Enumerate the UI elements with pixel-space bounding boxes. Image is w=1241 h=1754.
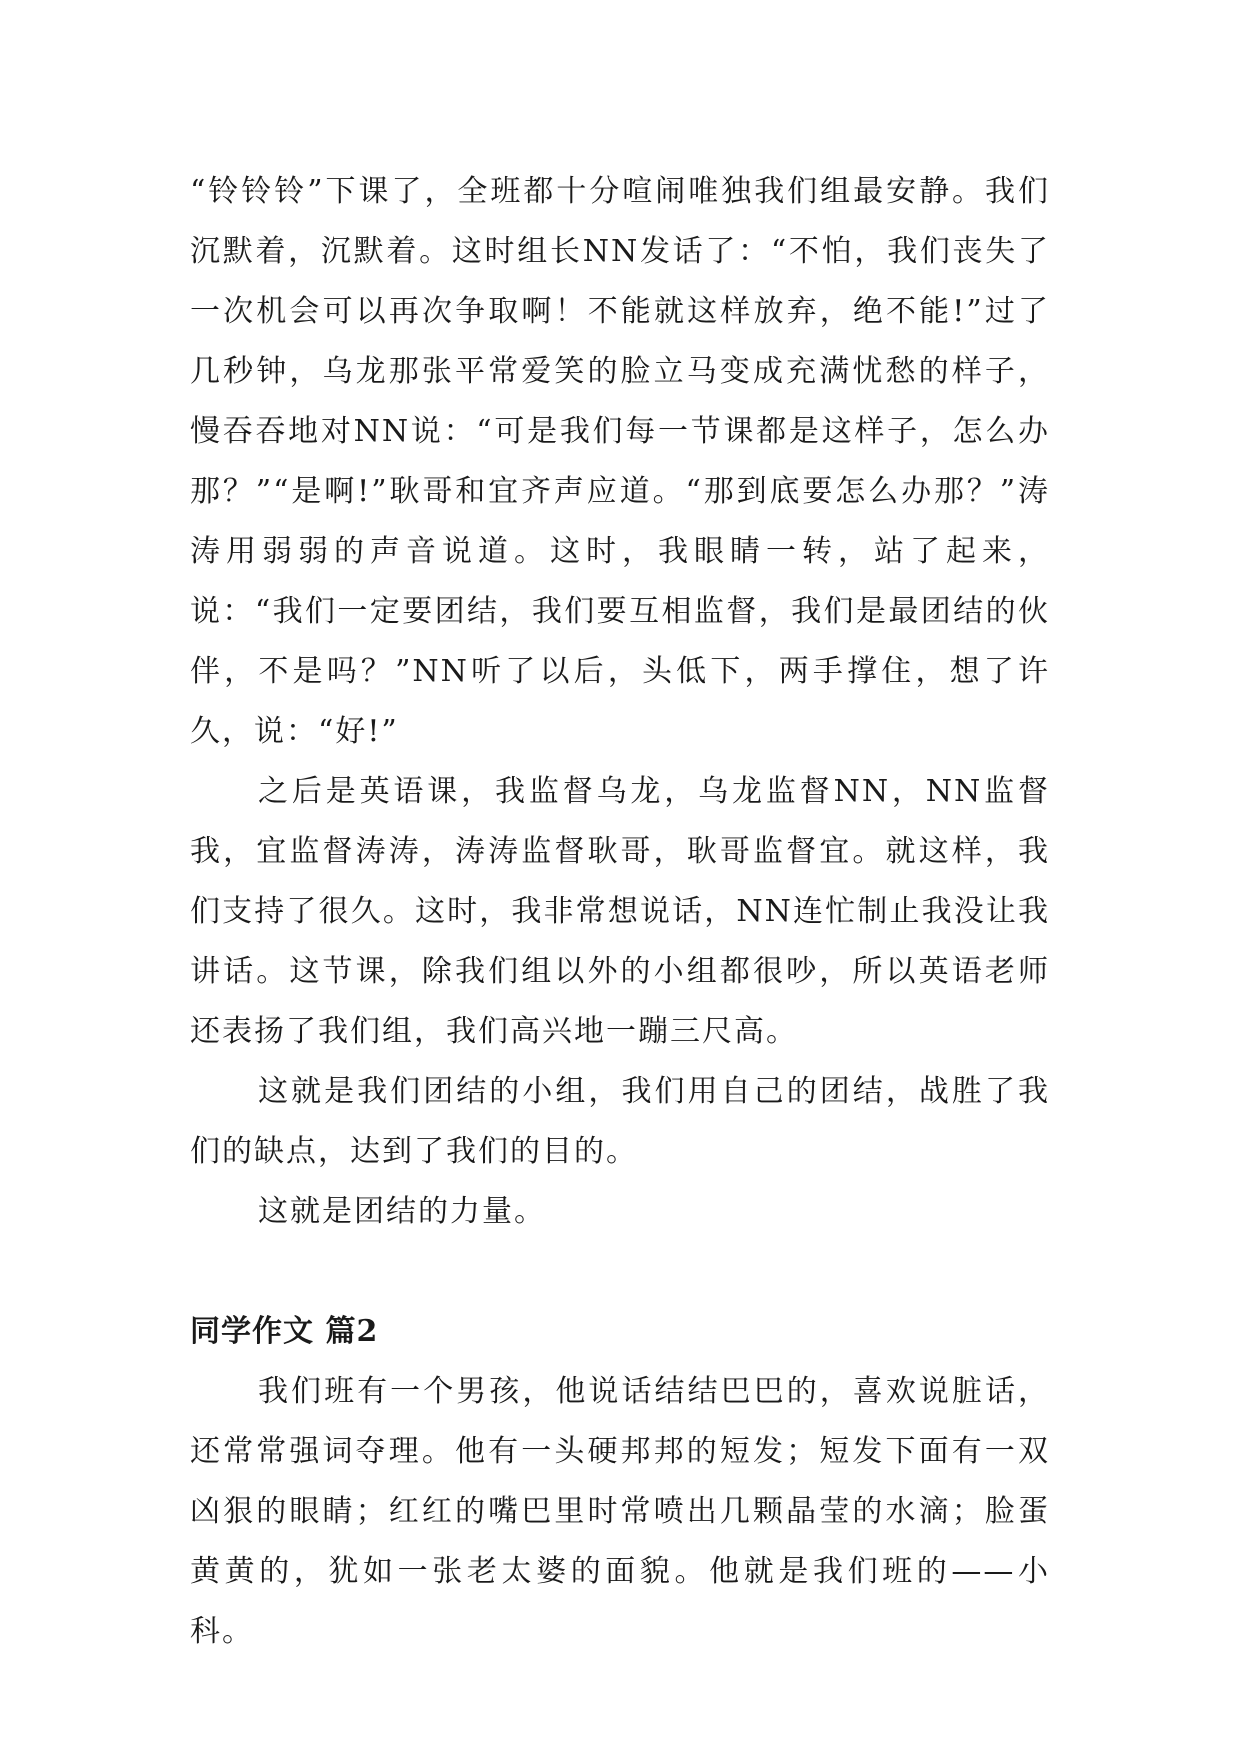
paragraph-classmate-description: 我们班有一个男孩，他说话结结巴巴的，喜欢说脏话，还常常强词夺理。他有一头硬邦邦的短发；短发下面有一双凶狠的眼睛；红红的嘴巴里时常喷出几颗晶莹的水滴；脸蛋黄黄的，犹如一张老太婆的面貌。他就是我们班的——小科。	[190, 1374, 1050, 1649]
paragraph-dialogue: “铃铃铃”下课了，全班都十分喧闹唯独我们组最安静。我们沉默着，沉默着。这时组长NN发话了：“不怕，我们丧失了一次机会可以再次争取啊！不能就这样放弃，绝不能!”过了几秒钟，乌龙那张平常爱笑的脸立马变成充满忧愁的样子，慢吞吞地对NN说：“可是我们每一节课都是这样子，怎么办那？”“是啊!”耿哥和宜齐声应道。“那到底要怎么办那？”涛涛用弱弱的声音说道。这时，我眼睛一转，站了起来，说：“我们一定要团结，我们要互相监督，我们是最团结的伙伴，不是吗？”NN听了以后，头低下，两手撑住，想了许久，说：“好!”	[190, 174, 1050, 749]
paragraph-english-class: 之后是英语课，我监督乌龙，乌龙监督NN，NN监督我，宜监督涛涛，涛涛监督耿哥，耿哥监督宜。就这样，我们支持了很久。这时，我非常想说话，NN连忙制止我没让我讲话。这节课，除我们组以外的小组都很吵，所以英语老师还表扬了我们组，我们高兴地一蹦三尺高。	[190, 774, 1050, 1049]
document-body	[190, 162, 1050, 1662]
paragraph-united-group: 这就是我们团结的小组，我们用自己的团结，战胜了我们的缺点，达到了我们的目的。	[190, 1074, 1050, 1169]
paragraph-power-of-unity: 这就是团结的力量。	[258, 1194, 546, 1229]
section-heading: 同学作文 篇2	[190, 1314, 379, 1349]
